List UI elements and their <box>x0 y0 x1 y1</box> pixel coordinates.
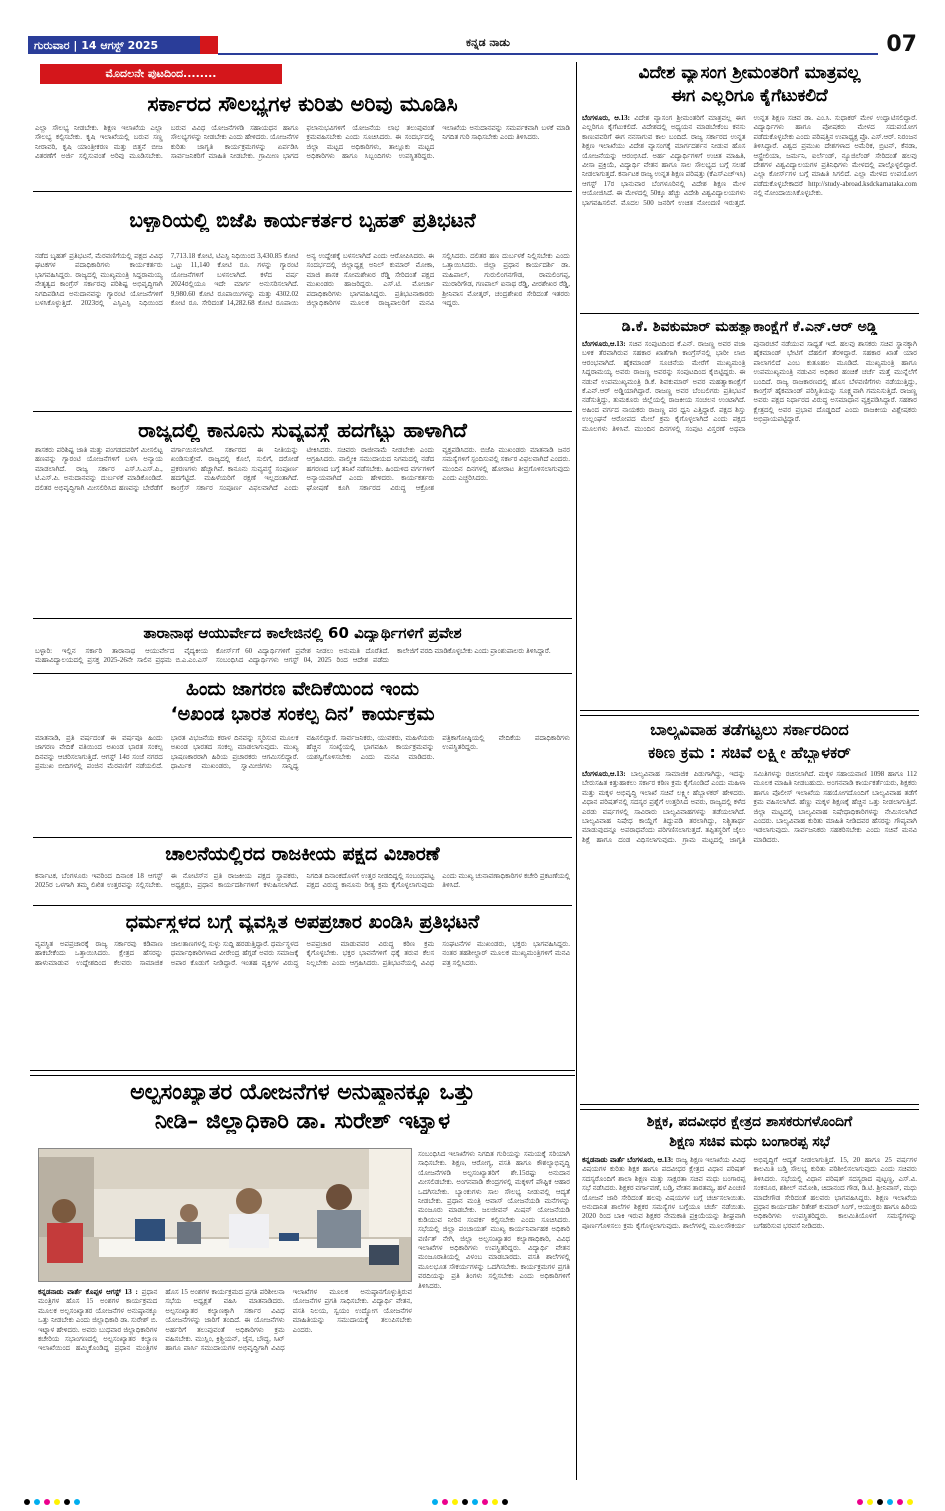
article-r1-body <box>582 114 917 310</box>
meeting-photo-illustration <box>39 1149 412 1282</box>
column-divider <box>576 62 577 1480</box>
headline-r2: ಡಿ.ಕೆ. ಶಿವಕುಮಾರ್ ಮಹತ್ವಾಕಾಂಕ್ಷೆಗೆ ಕೆ.ಎನ್.ಆರ್ ಅಡ್ಡಿ <box>621 319 878 335</box>
article-r4-dateline: ಕನ್ನಡನಾಡು ವಾರ್ತೆ ಬೆಂಗಳೂರು, ಆ.13: <box>582 1156 674 1164</box>
article-r2-body <box>582 340 917 706</box>
double-rule-r4 <box>580 1104 919 1110</box>
rule-a3 <box>33 618 572 619</box>
article-r3-dateline: ಬೆಂಗಳೂರು,ಆ.13: <box>582 770 626 778</box>
article-a8-body-right: ಸಂಬಂಧಿಸಿದ ಇಲಾಖೆಗಳು ನಿಗದಿತ ಗುರಿಯನ್ನು ಸಮಯಕ್ಕೆ ಸರಿಯಾಗಿ ಸಾಧಿಸಬೇಕು. ಶಿಕ್ಷಣ, ಆರೋಗ್ಯ, ವಸತಿ ಹಾಗೂ ಕೌಶಲ್ಯಾಭಿವೃದ್ಧಿ ಯೋಜನೆಗಳಡಿ ಅಲ್ಪಸಂಖ್ಯಾತರಿಗೆ ಶೇ.15ರಷ್ಟು ಅನುದಾನ ಮೀಸಲಿಡಬೇಕು. ಅಂಗನವಾಡಿ ಕೇಂದ್ರಗಳಲ್ಲಿ ಮಕ್ಕಳಿಗೆ ಪೌಷ್ಟಿಕ ಆಹಾರ ಒದಗಿಸಬೇಕು. ಬ್ಯಾಂಕುಗಳು ಸಾಲ ಸೌಲಭ್ಯ ನೀಡುವಲ್ಲಿ ಆದ್ಯತೆ ನೀಡಬೇಕು. ಪ್ರಧಾನ ಮಂತ್ರಿ ಆವಾಸ್ ಯೋಜನೆಯಡಿ ಮನೆಗಳನ್ನು ಮಂಜೂರು ಮಾಡಬೇಕು. ಜಲಜೀವನ್ ಮಿಷನ್ ಯೋಜನೆಯಡಿ ಕುಡಿಯುವ ನೀರಿನ ಸಂಪರ್ಕ ಕಲ್ಪಿಸಬೇಕು ಎಂದು ಸೂಚಿಸಿದರು. ಸಭೆಯಲ್ಲಿ ಜಿಲ್ಲಾ ಪಂಚಾಯತ್ ಮುಖ್ಯ ಕಾರ್ಯನಿರ್ವಾಹಕ ಅಧಿಕಾರಿ ವರ್ಣಿತ್ ನೇಗಿ, ಜಿಲ್ಲಾ ಅಲ್ಪಸಂಖ್ಯಾತರ ಕಲ್ಯಾಣಾಧಿಕಾರಿ, ವಿವಿಧ ಇಲಾಖೆಗಳ ಅಧಿಕಾರಿಗಳು ಉಪಸ್ಥಿತರಿದ್ದರು. ವಿದ್ಯಾರ್ಥಿ ವೇತನ ಮಂಜೂರಾತಿಯಲ್ಲಿ ವಿಳಂಬ ಮಾಡಬಾರದು. ವಸತಿ ಶಾಲೆಗಳಲ್ಲಿ ಮೂಲಭೂತ ಸೌಕರ್ಯಗಳನ್ನು ಒದಗಿಸಬೇಕು. ಕಾರ್ಯಕ್ರಮಗಳ ಪ್ರಗತಿ ವರದಿಯನ್ನು ಪ್ರತಿ ತಿಂಗಳು ಸಲ್ಲಿಸಬೇಕು ಎಂದು ಅಧಿಕಾರಿಗಳಿಗೆ ತಿಳಿಸಿದರು. <box>418 1150 570 1290</box>
article-r2-dateline: ಬೆಂಗಳೂರು,ಆ.13: <box>582 340 626 348</box>
double-rule-r3 <box>580 710 919 716</box>
article-r1-dateline: ಬೆಂಗಳೂರು, ಆ.13: <box>582 114 630 122</box>
headline-a2: ಬಳ್ಳಾರಿಯಲ್ಲಿ ಬಿಜೆಪಿ ಕಾರ್ಯಕರ್ತರ ಬೃಹತ್ ಪ್ರತಿಭಟನೆ <box>129 208 476 232</box>
issue-date: ಗುರುವಾರ | 14 ಆಗಸ್ಟ್ 2025 <box>34 39 159 52</box>
headline-a5-line1: ಹಿಂದು ಜಾಗರಣ ವೇದಿಕೆಯಿಂದ ಇಂದು <box>185 678 420 700</box>
section-tag <box>40 64 282 84</box>
rule-r1 <box>580 313 919 314</box>
headline-a4: ತಾರಾನಾಥ ಆಯುರ್ವೇದ ಕಾಲೇಜಿನಲ್ಲಿ 60 ವಿದ್ಯಾರ್ಥಿಗಳಿಗೆ ಪ್ರವೇಶ <box>143 624 462 642</box>
registration-marks-center <box>430 1492 520 1502</box>
article-a8-dateline: ಕನ್ನಡನಾಡು ವಾರ್ತೆ ಕೊಪ್ಪಳ ಆಗಸ್ಟ್ 13 : <box>38 1288 138 1296</box>
headline-a6: ಚಾಲನೆಯಲ್ಲಿರದ ರಾಜಕೀಯ ಪಕ್ಷದ ವಿಚಾರಣೆ <box>165 843 440 865</box>
registration-marks-right <box>855 1492 925 1502</box>
paper-name: ಕನ್ನಡ ನಾಡು <box>466 36 510 49</box>
headline-r4-line2: ಶಿಕ್ಷಣ ಸಚಿವ ಮಧು ಬಂಗಾರಪ್ಪ ಸಭೆ <box>669 1134 830 1150</box>
article-a8-text-left: ಪ್ರಧಾನ ಮಂತ್ರಿಗಳ ಹೊಸ 15 ಅಂಶಗಳ ಕಾರ್ಯಕ್ರಮದ ಮೂಲಕ ಅಲ್ಪಸಂಖ್ಯಾತರ ಯೋಜನೆಗಳ ಅನುಷ್ಠಾನಕ್ಕೂ ಒತ್ತು ನೀಡಬೇಕು ಎಂದು ಜಿಲ್ಲಾಧಿಕಾರಿ ಡಾ. ಸುರೇಶ್ ಬಿ. ಇಟ್ನಾಳ ಹೇಳಿದರು. ಅವರು ಬುಧವಾರ ಜಿಲ್ಲಾಧಿಕಾರಿಗಳ ಕಚೇರಿಯ ಸಭಾಂಗಣದಲ್ಲಿ ಅಲ್ಪಸಂಖ್ಯಾತರ ಕಲ್ಯಾಣ ಇಲಾಖೆಯಿಂದ ಹಮ್ಮಿಕೊಂಡಿದ್ದ ಪ್ರಧಾನ ಮಂತ್ರಿಗಳ ಹೊಸ 15 ಅಂಶಗಳ ಕಾರ್ಯಕ್ರಮದ ಪ್ರಗತಿ ಪರಿಶೀಲನಾ ಸಭೆಯ ಅಧ್ಯಕ್ಷತೆ ವಹಿಸಿ ಮಾತನಾಡಿದರು. ಅಲ್ಪಸಂಖ್ಯಾತರ ಕಲ್ಯಾಣಕ್ಕಾಗಿ ಸರ್ಕಾರ ವಿವಿಧ ಯೋಜನೆಗಳನ್ನು ಜಾರಿಗೆ ತಂದಿದೆ. ಈ ಯೋಜನೆಗಳು ಅರ್ಹರಿಗೆ ತಲುಪುವಂತೆ ಅಧಿಕಾರಿಗಳು ಕ್ರಮ ವಹಿಸಬೇಕು. ಮುಸ್ಲಿಂ, ಕ್ರಿಶ್ಚಿಯನ್, ಜೈನ, ಬೌದ್ಧ, ಸಿಖ್ ಹಾಗೂ ಪಾರ್ಸಿ ಸಮುದಾಯಗಳ ಅಭಿವೃದ್ಧಿಗಾಗಿ ವಿವಿಧ ಇಲಾಖೆಗಳ ಮೂಲಕ ಅನುಷ್ಠಾನಗೊಳ್ಳುತ್ತಿರುವ ಯೋಜನೆಗಳ ಪ್ರಗತಿ ಸಾಧಿಸಬೇಕು. ವಿದ್ಯಾರ್ಥಿ ವೇತನ, ವಸತಿ ನಿಲಯ, ಸ್ವಯಂ ಉದ್ಯೋಗ ಯೋಜನೆಗಳ ಮಾಹಿತಿಯನ್ನು ಸಮುದಾಯಕ್ಕೆ ತಲುಪಿಸಬೇಕು ಎಂದರು. <box>38 1288 412 1353</box>
article-r3-body <box>582 770 917 1100</box>
article-r3-text: ಬಾಲ್ಯವಿವಾಹ ಸಾಮಾಜಿಕ ಪಿಡುಗಾಗಿದ್ದು, ಇದನ್ನು ಬೇರುಸಹಿತ ಕಿತ್ತುಹಾಕಲು ಸರ್ಕಾರ ಕಠಿಣ ಕ್ರಮ ಕೈಗೊಂಡಿದೆ ಎಂದು ಮಹಿಳಾ ಮತ್ತು ಮಕ್ಕಳ ಅಭಿವೃದ್ಧಿ ಇಲಾಖೆ ಸಚಿವೆ ಲಕ್ಷ್ಮೀ ಹೆಬ್ಬಾಳಕರ್ ಹೇಳಿದರು. ವಿಧಾನ ಪರಿಷತ್‌ನಲ್ಲಿ ಸದಸ್ಯರ ಪ್ರಶ್ನೆಗೆ ಉತ್ತರಿಸಿದ ಅವರು, ರಾಜ್ಯದಲ್ಲಿ ಕಳೆದ ಎರಡು ವರ್ಷಗಳಲ್ಲಿ ಸಾವಿರಾರು ಬಾಲ್ಯವಿವಾಹಗಳನ್ನು ತಡೆಯಲಾಗಿದೆ. ಬಾಲ್ಯವಿವಾಹ ನಿಷೇಧ ಕಾಯ್ದೆಗೆ ತಿದ್ದುಪಡಿ ತರಲಾಗಿದ್ದು, ನಿಶ್ಚಿತಾರ್ಥ ಮಾಡುವುದನ್ನೂ ಅಪರಾಧವೆಂದು ಪರಿಗಣಿಸಲಾಗುತ್ತದೆ. ತಪ್ಪಿತಸ್ಥರಿಗೆ ಜೈಲು ಶಿಕ್ಷೆ ಹಾಗೂ ದಂಡ ವಿಧಿಸಲಾಗುವುದು. ಗ್ರಾಮ ಮಟ್ಟದಲ್ಲಿ ಜಾಗೃತಿ ಸಮಿತಿಗಳನ್ನು ರಚಿಸಲಾಗಿದೆ. ಮಕ್ಕಳ ಸಹಾಯವಾಣಿ 1098 ಹಾಗೂ 112 ಮೂಲಕ ಮಾಹಿತಿ ನೀಡಬಹುದು. ಅಂಗನವಾಡಿ ಕಾರ್ಯಕರ್ತೆಯರು, ಶಿಕ್ಷಕರು ಹಾಗೂ ಪೊಲೀಸ್ ಇಲಾಖೆಯ ಸಹಯೋಗದೊಂದಿಗೆ ಬಾಲ್ಯವಿವಾಹ ತಡೆಗೆ ಕ್ರಮ ವಹಿಸಲಾಗಿದೆ. ಹೆಣ್ಣು ಮಕ್ಕಳ ಶಿಕ್ಷಣಕ್ಕೆ ಹೆಚ್ಚಿನ ಒತ್ತು ನೀಡಲಾಗುತ್ತಿದೆ. ಜಿಲ್ಲಾ ಮಟ್ಟದಲ್ಲಿ ಬಾಲ್ಯವಿವಾಹ ನಿಷೇಧಾಧಿಕಾರಿಗಳನ್ನು ನೇಮಿಸಲಾಗಿದೆ ಎಂದರು. ಬಾಲ್ಯವಿವಾಹ ಕುರಿತು ಮಾಹಿತಿ ನೀಡಿದವರ ಹೆಸರನ್ನು ಗೌಪ್ಯವಾಗಿ ಇಡಲಾಗುವುದು. ಸಾರ್ವಜನಿಕರು ಸಹಕರಿಸಬೇಕು ಎಂದು ಸಚಿವೆ ಮನವಿ ಮಾಡಿದರು. <box>582 770 917 844</box>
headline-r1-line2: ಈಗ ಎಲ್ಲರಿಗೂ ಕೈಗೆಟುಕಲಿದೆ <box>671 86 828 106</box>
article-r4-text: ರಾಜ್ಯ ಶಿಕ್ಷಣ ಇಲಾಖೆಯ ವಿವಿಧ ವಿಷಯಗಳ ಕುರಿತು ಶಿಕ್ಷಕ ಹಾಗೂ ಪದವೀಧರ ಕ್ಷೇತ್ರದ ವಿಧಾನ ಪರಿಷತ್ ಸದಸ್ಯರೊಂದಿಗೆ ಶಾಲಾ ಶಿಕ್ಷಣ ಮತ್ತು ಸಾಕ್ಷರತಾ ಸಚಿವ ಮಧು ಬಂಗಾರಪ್ಪ ಸಭೆ ನಡೆಸಿದರು. ಶಿಕ್ಷಕರ ವರ್ಗಾವಣೆ, ಬಡ್ತಿ, ವೇತನ ತಾರತಮ್ಯ, ಹಳೆ ಪಿಂಚಣಿ ಯೋಜನೆ ಜಾರಿ ಸೇರಿದಂತೆ ಹಲವು ವಿಷಯಗಳ ಬಗ್ಗೆ ಚರ್ಚಿಸಲಾಯಿತು. ಅನುದಾನಿತ ಶಾಲೆಗಳ ಶಿಕ್ಷಕರ ಸಮಸ್ಯೆಗಳ ಬಗ್ಗೆಯೂ ಚರ್ಚೆ ನಡೆಯಿತು. 2020 ರಿಂದ ಬಾಕಿ ಇರುವ ಶಿಕ್ಷಕರ ನೇಮಕಾತಿ ಪ್ರಕ್ರಿಯೆಯನ್ನು ಶೀಘ್ರವಾಗಿ ಪೂರ್ಣಗೊಳಿಸಲು ಕ್ರಮ ಕೈಗೊಳ್ಳಲಾಗುವುದು. ಶಾಲೆಗಳಲ್ಲಿ ಮೂಲಸೌಕರ್ಯ ಅಭಿವೃದ್ಧಿಗೆ ಆದ್ಯತೆ ನೀಡಲಾಗುತ್ತಿದೆ. 15, 20 ಹಾಗೂ 25 ವರ್ಷಗಳ ಕಾಲಮಿತಿ ಬಡ್ತಿ ಸೌಲಭ್ಯ ಕುರಿತು ಪರಿಶೀಲಿಸಲಾಗುವುದು ಎಂದು ಸಚಿವರು ತಿಳಿಸಿದರು. ಸಭೆಯಲ್ಲಿ ವಿಧಾನ ಪರಿಷತ್ ಸದಸ್ಯರಾದ ಪುಟ್ಟಣ್ಣ, ಎಸ್.ವಿ. ಸಂಕನೂರ, ಶಶೀಲ್ ನಮೋಶಿ, ಚಿದಾನಂದ ಗೌಡ, ಡಿ.ಟಿ. ಶ್ರೀನಿವಾಸ್, ಮಧು ಮಾದೇಗೌಡ ಸೇರಿದಂತೆ ಹಲವರು ಭಾಗವಹಿಸಿದ್ದರು. ಶಿಕ್ಷಣ ಇಲಾಖೆಯ ಪ್ರಧಾನ ಕಾರ್ಯದರ್ಶಿ ರಿತೇಶ್ ಕುಮಾರ್ ಸಿಂಗ್, ಆಯುಕ್ತರು ಹಾಗೂ ಹಿರಿಯ ಅಧಿಕಾರಿಗಳು ಉಪಸ್ಥಿತರಿದ್ದರು. ಕಾಲಮಿತಿಯೊಳಗೆ ಸಮಸ್ಯೆಗಳನ್ನು ಬಗೆಹರಿಸುವ ಭರವಸೆ ನೀಡಿದರು. <box>582 1156 917 1230</box>
headline-a5-line2: ‘ಅಖಂಡ ಭಾರತ ಸಂಕಲ್ಪ ದಿನ’ ಕಾರ್ಯಕ್ರಮ <box>170 703 435 725</box>
headline-r3-line2: ಕಠಿಣ ಕ್ರಮ : ಸಚಿವೆ ಲಕ್ಷ್ಮೀ ಹೆಬ್ಬಾಳಕರ್ <box>648 743 851 762</box>
headline-r3-line1: ಬಾಲ್ಯವಿವಾಹ ತಡೆಗಟ್ಟಲು ಸರ್ಕಾರದಿಂದ <box>650 720 849 739</box>
date-bar-stripe <box>200 36 218 54</box>
article-r4-body <box>582 1156 917 1476</box>
article-r1-text: ವಿದೇಶ ವ್ಯಾಸಂಗ ಶ್ರೀಮಂತರಿಗೆ ಮಾತ್ರವಲ್ಲ ಈಗ ಎಲ್ಲರಿಗೂ ಕೈಗೆಟುಕಲಿದೆ. ವಿದೇಶದಲ್ಲಿ ಅಧ್ಯಯನ ಮಾಡಬೇಕೆಂಬ ಕನಸು ಕಾಣುವವರಿಗೆ ಈಗ ನನಸಾಗುವ ಕಾಲ ಬಂದಿದೆ. ರಾಜ್ಯ ಸರ್ಕಾರದ ಉನ್ನತ ಶಿಕ್ಷಣ ಇಲಾಖೆಯು ವಿದೇಶ ವ್ಯಾಸಂಗಕ್ಕೆ ಮಾರ್ಗದರ್ಶನ ನೀಡುವ ಹೊಸ ಯೋಜನೆಯನ್ನು ಆರಂಭಿಸಿದೆ. ಅರ್ಹ ವಿದ್ಯಾರ್ಥಿಗಳಿಗೆ ಉಚಿತ ಮಾಹಿತಿ, ವೀಸಾ ಪ್ರಕ್ರಿಯೆ, ವಿದ್ಯಾರ್ಥಿ ವೇತನ ಹಾಗೂ ಸಾಲ ಸೌಲಭ್ಯದ ಬಗ್ಗೆ ಸಲಹೆ ನೀಡಲಾಗುತ್ತದೆ. ಕರ್ನಾಟಕ ರಾಜ್ಯ ಉನ್ನತ ಶಿಕ್ಷಣ ಪರಿಷತ್ತು (ಕೆಎಸ್‌ಎಚ್‌ಇಸಿ) ಆಗಸ್ಟ್ 17ರ ಭಾನುವಾರ ಬೆಂಗಳೂರಿನಲ್ಲಿ ವಿದೇಶ ಶಿಕ್ಷಣ ಮೇಳ ಆಯೋಜಿಸಿದೆ. ಈ ಮೇಳದಲ್ಲಿ 50ಕ್ಕೂ ಹೆಚ್ಚು ವಿದೇಶಿ ವಿಶ್ವವಿದ್ಯಾಲಯಗಳು ಭಾಗವಹಿಸಲಿವೆ. ಮೊದಲ 500 ಜನರಿಗೆ ಉಚಿತ ನೋಂದಣಿ ಇರುತ್ತದೆ. ಉನ್ನತ ಶಿಕ್ಷಣ ಸಚಿವ ಡಾ. ಎಂ.ಸಿ. ಸುಧಾಕರ್ ಮೇಳ ಉದ್ಘಾಟಿಸಲಿದ್ದಾರೆ. ವಿದ್ಯಾರ್ಥಿಗಳು ಹಾಗೂ ಪೋಷಕರು ಮೇಳದ ಸದುಪಯೋಗ ಪಡೆದುಕೊಳ್ಳಬೇಕು ಎಂದು ಪರಿಷತ್ತಿನ ಉಪಾಧ್ಯಕ್ಷ ಪ್ರೊ. ಎಸ್.ಆರ್. ನಿರಂಜನ ತಿಳಿಸಿದ್ದಾರೆ. ವಿಶ್ವದ ಪ್ರಮುಖ ದೇಶಗಳಾದ ಅಮೆರಿಕ, ಬ್ರಿಟನ್, ಕೆನಡಾ, ಆಸ್ಟ್ರೇಲಿಯಾ, ಜರ್ಮನಿ, ಐರ್ಲೆಂಡ್, ನ್ಯೂಜಿಲೆಂಡ್ ಸೇರಿದಂತೆ ಹಲವು ದೇಶಗಳ ವಿಶ್ವವಿದ್ಯಾಲಯಗಳ ಪ್ರತಿನಿಧಿಗಳು ಮೇಳದಲ್ಲಿ ಪಾಲ್ಗೊಳ್ಳಲಿದ್ದಾರೆ. ಎಲ್ಲಾ ಕೋರ್ಸ್‌ಗಳ ಬಗ್ಗೆ ಮಾಹಿತಿ ಸಿಗಲಿದೆ. ಎಲ್ಲಾ ಮೇಳದ ಉಪಯೋಗ ಪಡೆದುಕೊಳ್ಳಬೇಕಾದರೆ http://study-abroad.ksdckarnataka.com ನಲ್ಲಿ ನೋಂದಾಯಿಸಿಕೊಳ್ಳಬೇಕು. <box>582 114 917 207</box>
date-bar <box>28 36 200 54</box>
rule-a4 <box>33 673 572 674</box>
article-r2-text: ಸಚಿವ ಸಂಪುಟದಿಂದ ಕೆ.ಎನ್. ರಾಜಣ್ಣ ಅವರ ವಜಾ ಬಳಿಕ ತೆರವಾಗಿರುವ ಸಹಕಾರ ಖಾತೆಗಾಗಿ ಕಾಂಗ್ರೆಸ್‌ನಲ್ಲಿ ಭಾರೀ ಲಾಬಿ ಆರಂಭವಾಗಿದೆ. ಹೈಕಮಾಂಡ್ ಸೂಚನೆಯ ಮೇರೆಗೆ ಮುಖ್ಯಮಂತ್ರಿ ಸಿದ್ದರಾಮಯ್ಯ ಅವರು ರಾಜಣ್ಣ ಅವರನ್ನು ಸಂಪುಟದಿಂದ ಕೈಬಿಟ್ಟಿದ್ದರು. ಈ ನಡುವೆ ಉಪಮುಖ್ಯಮಂತ್ರಿ ಡಿ.ಕೆ. ಶಿವಕುಮಾರ್ ಅವರ ಮಹತ್ವಾಕಾಂಕ್ಷೆಗೆ ಕೆ.ಎನ್.ಆರ್ ಅಡ್ಡಿಯಾಗಿದ್ದಾರೆ. ರಾಜಣ್ಣ ಅವರ ಬೆಂಬಲಿಗರು ಪ್ರತಿಭಟನೆ ನಡೆಸುತ್ತಿದ್ದು, ತುಮಕೂರು ಜಿಲ್ಲೆಯಲ್ಲಿ ರಾಜಕೀಯ ಸಂಚಲನ ಉಂಟಾಗಿದೆ. ಅಹಿಂದ ವರ್ಗದ ನಾಯಕರು ರಾಜಣ್ಣ ಪರ ಧ್ವನಿ ಎತ್ತಿದ್ದಾರೆ. ಪಕ್ಷದ ಶಿಸ್ತು ಉಲ್ಲಂಘನೆ ಆರೋಪದ ಮೇಲೆ ಕ್ರಮ ಕೈಗೊಳ್ಳಲಾಗಿದೆ ಎಂದು ಪಕ್ಷದ ಮೂಲಗಳು ತಿಳಿಸಿವೆ. ಮುಂದಿನ ದಿನಗಳಲ್ಲಿ ಸಂಪುಟ ವಿಸ್ತರಣೆ ಅಥವಾ ಪುನಾರಚನೆ ನಡೆಯುವ ಸಾಧ್ಯತೆ ಇದೆ. ಹಲವು ಶಾಸಕರು ಸಚಿವ ಸ್ಥಾನಕ್ಕಾಗಿ ಹೈಕಮಾಂಡ್ ಭೇಟಿಗೆ ದೆಹಲಿಗೆ ತೆರಳಿದ್ದಾರೆ. ಸಹಕಾರ ಖಾತೆ ಯಾರ ಪಾಲಾಗಲಿದೆ ಎಂಬ ಕುತೂಹಲ ಮೂಡಿದೆ. ಮುಖ್ಯಮಂತ್ರಿ ಹಾಗೂ ಉಪಮುಖ್ಯಮಂತ್ರಿ ನಡುವಿನ ಅಧಿಕಾರ ಹಂಚಿಕೆ ಚರ್ಚೆ ಮತ್ತೆ ಮುನ್ನೆಲೆಗೆ ಬಂದಿದೆ. ರಾಜ್ಯ ರಾಜಕಾರಣದಲ್ಲಿ ಹೊಸ ಬೆಳವಣಿಗೆಗಳು ನಡೆಯುತ್ತಿದ್ದು, ಕಾಂಗ್ರೆಸ್ ಹೈಕಮಾಂಡ್ ಪರಿಸ್ಥಿತಿಯನ್ನು ಸೂಕ್ಷ್ಮವಾಗಿ ಗಮನಿಸುತ್ತಿದೆ. ರಾಜಣ್ಣ ಅವರು ಪಕ್ಷದ ನಿರ್ಧಾರದ ವಿರುದ್ಧ ಅಸಮಾಧಾನ ವ್ಯಕ್ತಪಡಿಸಿದ್ದಾರೆ. ಸಹಕಾರ ಕ್ಷೇತ್ರದಲ್ಲಿ ಅವರ ಪ್ರಭಾವ ದೊಡ್ಡದಿದೆ ಎಂದು ರಾಜಕೀಯ ವಿಶ್ಲೇಷಕರು ಅಭಿಪ್ರಾಯಪಟ್ಟಿದ್ದಾರೆ. <box>582 340 917 433</box>
registration-dots-center-icon <box>430 1497 520 1507</box>
section-tag-label: ಮೊದಲನೇ ಪುಟದಿಂದ........ <box>105 67 217 80</box>
article-a6-body: ಕರ್ನಾಟಕ, ಬೆಂಗಳೂರು ಇವರಿಂದ ದಿನಾಂಕ 18 ಆಗಸ್ಟ್ 2025ರ ಒಳಗಾಗಿ ತಮ್ಮ ಲಿಖಿತ ಉತ್ತರವನ್ನು ಸಲ್ಲಿಸಬೇಕು. ಈ ನೋಟಿಸ್‌ನ ಪ್ರತಿ ರಾಜಕೀಯ ಪಕ್ಷದ ಸ್ಥಾಪಕರು, ಅಧ್ಯಕ್ಷರು, ಪ್ರಧಾನ ಕಾರ್ಯದರ್ಶಿಗಳಿಗೆ ಕಳುಹಿಸಲಾಗಿದೆ. ನಿಗದಿತ ದಿನಾಂಕದೊಳಗೆ ಉತ್ತರ ನೀಡದಿದ್ದಲ್ಲಿ ಸಂಬಂಧಪಟ್ಟ ಪಕ್ಷದ ವಿರುದ್ಧ ಕಾನೂನು ರೀತ್ಯ ಕ್ರಮ ಕೈಗೊಳ್ಳಲಾಗುವುದು ಎಂದು ಮುಖ್ಯ ಚುನಾವಣಾಧಿಕಾರಿಗಳ ಕಚೇರಿ ಪ್ರಕಟಣೆಯಲ್ಲಿ ತಿಳಿಸಿದೆ. <box>35 872 570 890</box>
headline-a1: ಸರ್ಕಾರದ ಸೌಲಭ್ಯಗಳ ಕುರಿತು ಅರಿವು ಮೂಡಿಸಿ <box>147 92 458 116</box>
article-a4-body: ಬಳ್ಳಾರಿ: ಇಲ್ಲಿನ ಸರ್ಕಾರಿ ತಾರಾನಾಥ ಆಯುರ್ವೇದ ವೈದ್ಯಕೀಯ ಮಹಾವಿದ್ಯಾಲಯದಲ್ಲಿ ಪ್ರಸಕ್ತ 2025-26ನೇ ಸಾಲಿನ ಪ್ರಥಮ ಬಿ.ಎ.ಎಂ.ಎಸ್ ಕೋರ್ಸ್‌ಗೆ 60 ವಿದ್ಯಾರ್ಥಿಗಳಿಗೆ ಪ್ರವೇಶ ನೀಡಲು ಅನುಮತಿ ದೊರೆತಿದೆ. ಸಂಬಂಧಿಸಿದ ವಿದ್ಯಾರ್ಥಿಗಳು ಆಗಸ್ಟ್ 04, 2025 ರಿಂದ ಆದೇಶ ಪಡೆದು ಕಾಲೇಜಿಗೆ ವರದಿ ಮಾಡಿಕೊಳ್ಳಬೇಕು ಎಂದು ಪ್ರಾಂಶುಪಾಲರು ತಿಳಿಸಿದ್ದಾರೆ. <box>35 647 551 665</box>
registration-dots-left-icon <box>22 1497 102 1507</box>
headline-a8-line2: ನೀಡಿ– ಜಿಲ್ಲಾಧಿಕಾರಿ ಡಾ. ಸುರೇಶ್ ಇಟ್ನಾಳ <box>154 1109 451 1134</box>
article-a5-body: ಮಾತನಾಡಿ, ಪ್ರತಿ ವರ್ಷದಂತೆ ಈ ವರ್ಷವೂ ಹಿಂದು ಜಾಗರಣ ವೇದಿಕೆ ವತಿಯಿಂದ ಅಖಂಡ ಭಾರತ ಸಂಕಲ್ಪ ದಿನವನ್ನು ಆಚರಿಸಲಾಗುತ್ತಿದೆ. ಆಗಸ್ಟ್ 14ರ ಸಂಜೆ ನಗರದ ಪ್ರಮುಖ ಬೀದಿಗಳಲ್ಲಿ ಪಂಜಿನ ಮೆರವಣಿಗೆ ನಡೆಯಲಿದೆ. ಭಾರತ ವಿಭಜನೆಯ ಕರಾಳ ದಿನವನ್ನು ಸ್ಮರಿಸುವ ಮೂಲಕ ಅಖಂಡ ಭಾರತದ ಸಂಕಲ್ಪ ಮಾಡಲಾಗುವುದು. ಮುಖ್ಯ ಭಾಷಣಕಾರರಾಗಿ ಹಿರಿಯ ಪ್ರಚಾರಕರು ಆಗಮಿಸಲಿದ್ದಾರೆ. ಧಾರ್ಮಿಕ ಮುಖಂಡರು, ಸ್ವಾಮೀಜಿಗಳು ಸಾನ್ನಿಧ್ಯ ವಹಿಸಲಿದ್ದಾರೆ. ಸಾರ್ವಜನಿಕರು, ಯುವಕರು, ಮಹಿಳೆಯರು ಹೆಚ್ಚಿನ ಸಂಖ್ಯೆಯಲ್ಲಿ ಭಾಗವಹಿಸಿ ಕಾರ್ಯಕ್ರಮವನ್ನು ಯಶಸ್ವಿಗೊಳಿಸಬೇಕು ಎಂದು ಮನವಿ ಮಾಡಿದರು. ಪತ್ರಿಕಾಗೋಷ್ಠಿಯಲ್ಲಿ ವೇದಿಕೆಯ ಪದಾಧಿಕಾರಿಗಳು ಉಪಸ್ಥಿತರಿದ್ದರು. <box>35 734 570 771</box>
page-number: 07 <box>886 32 917 57</box>
article-a7-body: ವ್ಯವಸ್ಥಿತ ಅಪಪ್ರಚಾರಕ್ಕೆ ರಾಜ್ಯ ಸರ್ಕಾರವು ಕಡಿವಾಣ ಹಾಕಬೇಕೆಂದು ಒತ್ತಾಯಿಸಿದರು. ಕ್ಷೇತ್ರದ ಹೆಸರನ್ನು ಹಾಳುಮಾಡುವ ಉದ್ದೇಶದಿಂದ ಕೆಲವರು ಸಾಮಾಜಿಕ ಜಾಲತಾಣಗಳಲ್ಲಿ ಸುಳ್ಳು ಸುದ್ದಿ ಹರಡುತ್ತಿದ್ದಾರೆ. ಧರ್ಮಸ್ಥಳದ ಧರ್ಮಾಧಿಕಾರಿಗಳಾದ ವೀರೇಂದ್ರ ಹೆಗ್ಗಡೆ ಅವರು ಸಮಾಜಕ್ಕೆ ಅಪಾರ ಕೊಡುಗೆ ನೀಡಿದ್ದಾರೆ. ಇಂತಹ ವ್ಯಕ್ತಿಗಳ ವಿರುದ್ಧ ಅಪಪ್ರಚಾರ ಮಾಡುವವರ ವಿರುದ್ಧ ಕಠಿಣ ಕ್ರಮ ಕೈಗೊಳ್ಳಬೇಕು. ಭಕ್ತರ ಭಾವನೆಗಳಿಗೆ ಧಕ್ಕೆ ತರುವ ಕೆಲಸ ನಿಲ್ಲಬೇಕು ಎಂದು ಆಗ್ರಹಿಸಿದರು. ಪ್ರತಿಭಟನೆಯಲ್ಲಿ ವಿವಿಧ ಸಂಘಟನೆಗಳ ಮುಖಂಡರು, ಭಕ್ತರು ಭಾಗವಹಿಸಿದ್ದರು. ನಂತರ ತಹಶೀಲ್ದಾರ್ ಮೂಲಕ ಮುಖ್ಯಮಂತ್ರಿಗಳಿಗೆ ಮನವಿ ಪತ್ರ ಸಲ್ಲಿಸಿದರು. <box>35 940 570 967</box>
registration-marks-left <box>22 1492 102 1502</box>
meeting-photo <box>38 1148 412 1282</box>
headline-a3: ರಾಜ್ಯದಲ್ಲಿ ಕಾನೂನು ಸುವ್ಯವಸ್ಥೆ ಹದಗೆಟ್ಟು ಹಾಳಾಗಿದೆ <box>138 418 467 442</box>
registration-dots-right-icon <box>855 1497 925 1507</box>
headline-r4-line1: ಶಿಕ್ಷಕ, ಪದವೀಧರ ಕ್ಷೇತ್ರದ ಶಾಸಕರುಗಳೊಂದಿಗೆ <box>646 1114 853 1130</box>
headline-r1-line1: ವಿದೇಶ ವ್ಯಾಸಂಗ ಶ್ರೀಮಂತರಿಗೆ ಮಾತ್ರವಲ್ಲ <box>638 63 861 83</box>
masthead-rule <box>218 53 878 55</box>
rule-a6 <box>33 905 572 906</box>
rule-a2 <box>33 411 572 412</box>
rule-a5 <box>33 837 572 838</box>
article-a1-body: ಎಲ್ಲಾ ಸೌಲಭ್ಯ ನೀಡಬೇಕು. ಶಿಕ್ಷಣ ಇಲಾಖೆಯ ಎಲ್ಲಾ ಸೌಲಭ್ಯ ಕಲ್ಪಿಸಬೇಕು. ಕೃಷಿ ಇಲಾಖೆಯಲ್ಲಿ ಬರುವ ಸಣ್ಣ ನೀರಾವರಿ, ಕೃಷಿ ಯಾಂತ್ರೀಕರಣ ಮತ್ತು ಬಿತ್ತನೆ ಬೀಜ ವಿತರಣೆಗೆ ಅರ್ಜಿ ಸಲ್ಲಿಸುವಂತೆ ಅರಿವು ಮೂಡಿಸಬೇಕು. ಬರುವ ವಿವಿಧ ಯೋಜನೆಗಳಡಿ ಸಹಾಯಧನ ಹಾಗೂ ಸೌಲಭ್ಯಗಳನ್ನು ನೀಡಬೇಕು ಎಂದು ಹೇಳಿದರು. ಯೋಜನೆಗಳ ಕುರಿತು ಜಾಗೃತಿ ಕಾರ್ಯಕ್ರಮಗಳನ್ನು ಏರ್ಪಡಿಸಿ ಸಾರ್ವಜನಿಕರಿಗೆ ಮಾಹಿತಿ ನೀಡಬೇಕು. ಗ್ರಾಮೀಣ ಭಾಗದ ಫಲಾನುಭವಿಗಳಿಗೆ ಯೋಜನೆಯ ಲಾಭ ತಲುಪುವಂತೆ ಕ್ರಮವಹಿಸಬೇಕು ಎಂದು ಸೂಚಿಸಿದರು. ಈ ಸಂದರ್ಭದಲ್ಲಿ ಜಿಲ್ಲಾ ಮಟ್ಟದ ಅಧಿಕಾರಿಗಳು, ತಾಲ್ಲೂಕು ಮಟ್ಟದ ಅಧಿಕಾರಿಗಳು ಹಾಗೂ ಸಿಬ್ಬಂದಿಗಳು ಉಪಸ್ಥಿತರಿದ್ದರು. ಇಲಾಖೆಯ ಅನುದಾನವನ್ನು ಸಮರ್ಪಕವಾಗಿ ಬಳಕೆ ಮಾಡಿ ನಿಗದಿತ ಗುರಿ ಸಾಧಿಸಬೇಕು ಎಂದು ತಿಳಿಸಿದರು. <box>35 124 570 161</box>
headline-a7: ಧರ್ಮಸ್ಥಳದ ಬಗ್ಗೆ ವ್ಯವಸ್ಥಿತ ಅಪಪ್ರಚಾರ ಖಂಡಿಸಿ ಪ್ರತಿಭಟನೆ <box>125 911 480 933</box>
article-a2-body: ನಡೆದ ಬೃಹತ್ ಪ್ರತಿಭಟನೆ, ಮೆರವಣಿಗೆಯಲ್ಲಿ ಪಕ್ಷದ ವಿವಿಧ ಘಟಕಗಳ ಪದಾಧಿಕಾರಿಗಳು ಕಾರ್ಯಕರ್ತರು ಭಾಗವಹಿಸಿದ್ದರು. ರಾಜ್ಯದಲ್ಲಿ ಮುಖ್ಯಮಂತ್ರಿ ಸಿದ್ದರಾಮಯ್ಯ ನೇತೃತ್ವದ ಕಾಂಗ್ರೆಸ್ ಸರ್ಕಾರವು ಪರಿಶಿಷ್ಟ ಅಭಿವೃದ್ಧಿಗಾಗಿ ನಿಗದಿಪಡಿಸಿದ ಅನುದಾನವನ್ನು ಗ್ಯಾರಂಟಿ ಯೋಜನೆಗಳಿಗೆ ಬಳಸಿಕೊಳ್ಳುತ್ತಿದೆ. 2023ರಲ್ಲಿ ಎಸ್ಸಿಎಸ್ಪಿ ನಿಧಿಯಿಂದ 7,713.18 ಕೋಟಿ, ಟಿಎಸ್ಪಿ ನಿಧಿಯಿಂದ 3,430.85 ಕೋಟಿ ಒಟ್ಟು 11,140 ಕೋಟಿ ರೂ. ಗಳನ್ನು ಗ್ಯಾರಂಟಿ ಯೋಜನೆಗಳಿಗೆ ಬಳಸಲಾಗಿದೆ. ಕಳೆದ ವರ್ಷ 2024ರಲ್ಲಿಯೂ ಇದೇ ಮಾರ್ಗ ಅನುಸರಿಸಲಾಗಿದೆ. 9,980.60 ಕೋಟಿ ರೂಪಾಯಿಗಳನ್ನು ಮತ್ತು 4302.02 ಕೋಟಿ ರೂ. ಸೇರಿದಂತೆ 14,282.68 ಕೋಟಿ ರೂಪಾಯಿ ಅನ್ಯ ಉದ್ದೇಶಕ್ಕೆ ಬಳಸಲಾಗಿದೆ ಎಂದು ಆರೋಪಿಸಿದರು. ಈ ಸಂದರ್ಭದಲ್ಲಿ ಜಿಲ್ಲಾಧ್ಯಕ್ಷ ಅನಿಲ್ ಕುಮಾರ್ ಮೋಕಾ, ಮಾಜಿ ಶಾಸಕ ಸೋಮಶೇಖರ ರೆಡ್ಡಿ ಸೇರಿದಂತೆ ಪಕ್ಷದ ಮುಖಂಡರು ಹಾಜರಿದ್ದರು. ಎಸ್.ಟಿ. ಮೋರ್ಚಾ ಪದಾಧಿಕಾರಿಗಳು ಭಾಗವಹಿಸಿದ್ದರು. ಪ್ರತಿಭಟನಾಕಾರರು ಜಿಲ್ಲಾಧಿಕಾರಿಗಳ ಮೂಲಕ ರಾಜ್ಯಪಾಲರಿಗೆ ಮನವಿ ಸಲ್ಲಿಸಿದರು. ದಲಿತರ ಹಣ ದುರ್ಬಳಕೆ ನಿಲ್ಲಿಸಬೇಕು ಎಂದು ಒತ್ತಾಯಿಸಿದರು. ಜಿಲ್ಲಾ ಪ್ರಧಾನ ಕಾರ್ಯದರ್ಶಿ ಡಾ. ಮಹಿಪಾಲ್, ಗುರುಲಿಂಗನಗೌಡ, ರಾಮಲಿಂಗಪ್ಪ, ಮುರಾರಿಗೌಡ, ಗಣಪಾಲ್ ಐನಾಥ ರೆಡ್ಡಿ, ವೀರಶೇಖರ ರೆಡ್ಡಿ, ಶ್ರೀನಿವಾಸ ಮೋತ್ಕರ್, ಚಂದ್ರಶೇಖರ ಸೇರಿದಂತೆ ಇತರರು ಇದ್ದರು. <box>35 252 570 308</box>
article-a3-body: ಶಾಸಕರು ಪರಿಶಿಷ್ಟ ಜಾತಿ ಮತ್ತು ಪಂಗಡದವರಿಗೆ ಮೀಸಲಿಟ್ಟ ಹಣವನ್ನು ಗ್ಯಾರಂಟಿ ಯೋಜನೆಗಳಿಗೆ ಬಳಸಿ ಅನ್ಯಾಯ ಮಾಡಲಾಗಿದೆ. ರಾಜ್ಯ ಸರ್ಕಾರ ಎಸ್.ಸಿ.ಎಸ್.ಪಿ., ಟಿ.ಎಸ್.ಪಿ. ಅನುದಾನವನ್ನು ದುರ್ಬಳಕೆ ಮಾಡಿಕೊಂಡಿದೆ. ದಲಿತರ ಅಭಿವೃದ್ಧಿಗಾಗಿ ಮೀಸಲಿರಿಸಿದ ಹಣವನ್ನು ಬೇರೆಡೆಗೆ ವರ್ಗಾಯಿಸಲಾಗಿದೆ. ಸರ್ಕಾರದ ಈ ನೀತಿಯನ್ನು ಖಂಡಿಸುತ್ತೇವೆ. ರಾಜ್ಯದಲ್ಲಿ ಕೊಲೆ, ಸುಲಿಗೆ, ದರೋಡೆ ಪ್ರಕರಣಗಳು ಹೆಚ್ಚಾಗಿವೆ. ಕಾನೂನು ಸುವ್ಯವಸ್ಥೆ ಸಂಪೂರ್ಣ ಹದಗೆಟ್ಟಿದೆ. ಮಹಿಳೆಯರಿಗೆ ರಕ್ಷಣೆ ಇಲ್ಲದಂತಾಗಿದೆ. ಕಾಂಗ್ರೆಸ್ ಸರ್ಕಾರ ಸಂಪೂರ್ಣ ವಿಫಲವಾಗಿದೆ ಎಂದು ಟೀಕಿಸಿದರು. ಸಚಿವರು ರಾಜೀನಾಮೆ ನೀಡಬೇಕು ಎಂದು ಆಗ್ರಹಿಸಿದರು. ವಾಲ್ಮೀಕಿ ಸಮುದಾಯದ ನಿಗಮದಲ್ಲಿ ನಡೆದ ಹಗರಣದ ಬಗ್ಗೆ ತನಿಖೆ ನಡೆಸಬೇಕು. ಹಿಂದುಳಿದ ವರ್ಗಗಳಿಗೆ ಅನ್ಯಾಯವಾಗಿದೆ ಎಂದು ಹೇಳಿದರು. ಕಾರ್ಯಕರ್ತರು ಘೋಷಣೆ ಕೂಗಿ ಸರ್ಕಾರದ ವಿರುದ್ಧ ಆಕ್ರೋಶ ವ್ಯಕ್ತಪಡಿಸಿದರು. ಬಿಜೆಪಿ ಮುಖಂಡರು ಮಾತನಾಡಿ ಜನರ ಸಮಸ್ಯೆಗಳಿಗೆ ಸ್ಪಂದಿಸುವಲ್ಲಿ ಸರ್ಕಾರ ವಿಫಲವಾಗಿದೆ ಎಂದರು. ಮುಂದಿನ ದಿನಗಳಲ್ಲಿ ಹೋರಾಟ ತೀವ್ರಗೊಳಿಸಲಾಗುವುದು ಎಂದು ಎಚ್ಚರಿಸಿದರು. <box>35 446 570 492</box>
double-rule-a8 <box>30 1070 575 1076</box>
article-a8-body-left <box>38 1288 412 1476</box>
headline-a8-line1: ಅಲ್ಪಸಂಖ್ಯಾತರ ಯೋಜನೆಗಳ ಅನುಷ್ಠಾನಕ್ಕೂ ಒತ್ತು <box>130 1080 475 1105</box>
rule-a1 <box>33 191 572 192</box>
masthead <box>28 34 917 60</box>
